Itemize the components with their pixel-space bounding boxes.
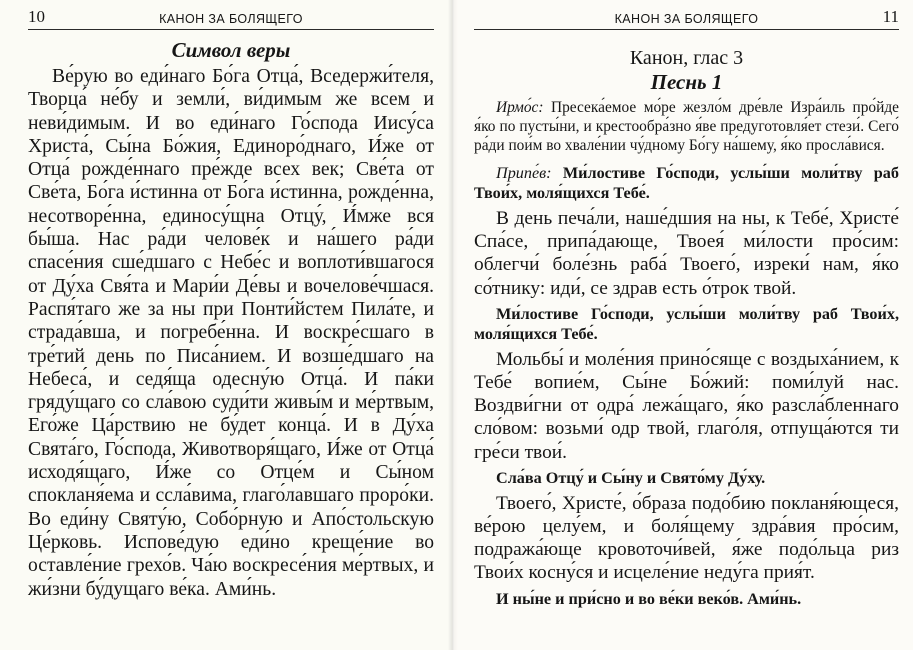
ode-title: Песнь 1 [650, 70, 723, 94]
creed-text: Ве́рую во еди́наго Бо́га Отца́, Вседержи́теля, Творца́ не́бу и земли́, ви́димым же всем и неви́димым. И во еди́наго Го́спода Иису́са Христа́, Сы́на Бо́жия, Единоро́днаго, И́же от Отца́ рожде́ннаго пре́жде всех век; Све́та от Све́та, Бо́га и́стинна от Бо́га и́стинна, рожде́нна, несотворе́нна, единосу́щна Отцу́, И́мже вся бы́ша. Нас ра́ди челове́к и на́шего ра́ди спасе́ния сше́дшаго с Небе́с и воплоти́вшагося от Ду́ха Свя́та и Мари́и Де́вы и вочелове́чшася. Распя́таго же за ны при Понти́йстем Пила́те, и страда́вша, и погребе́нна. И воскре́сшаго в тре́тий день по Писа́нием. И возше́дшаго на Небеса́, и седя́ща одесну́ю Отца́. И па́ки гряду́щаго со сла́вою суди́ти живы́м и ме́ртвым, Его́же Ца́рствию не бу́дет конца́. И в Ду́ха Свята́го, Го́спода, Животворя́щаго, И́же от Отца́ исходя́щаго, И́же со Отце́м и Сы́ном спокланя́ема и ссла́вима, глаго́лавшаго проро́ки. Во еди́ну Святу́ю, Собо́рную и Апо́стольскую Це́рковь. Испове́дую еди́но креще́ние во оставле́ние грехо́в. Ча́ю воскресе́ния ме́ртвых, и жи́зни бу́дущаго ве́ка. Ами́нь. [28, 66, 434, 600]
canon-title: Канон, глас 3 [629, 47, 744, 69]
book-spine-shadow [448, 0, 458, 650]
refrain-label: Припе́в: [496, 164, 552, 182]
irmos-text: Пресека́емое мо́ре жезло́м дре́вле Изра́иль про́йде я́ко по пусты́ни, и крестообра́зно я́ве предуготовля́ет стези́. Сего́ ра́ди пои́м во хвале́нии чу́дному Бо́гу на́шему, я́ко просла́вися. [474, 99, 899, 154]
refrain [474, 163, 899, 203]
left-running-head-title: КАНОН ЗА БОЛЯЩЕГО [159, 12, 303, 26]
glory-verse: Сла́ва Отцу́ и Сы́ну и Свято́му Ду́ху. [496, 468, 766, 487]
theotokion: Твоего́, Христе́, о́браза подо́бию покланя́ющеся, ве́рою целу́ем, и боля́щему здра́вия про́сим, подража́юще кровоточи́вей, я́же подо́льца риз Твои́х косну́ся и исцеле́ние неду́га прия́т. [474, 492, 899, 584]
creed-title: Символ веры [171, 38, 291, 62]
right-page-number: 11 [882, 7, 899, 26]
right-running-head [474, 0, 899, 30]
left-running-head [28, 0, 434, 30]
right-page [452, 0, 913, 650]
left-page-number: 10 [28, 7, 45, 26]
right-running-head-title: КАНОН ЗА БОЛЯЩЕГО [614, 12, 759, 26]
irmos-label: Ирмо́с: [496, 99, 544, 116]
irmos [474, 98, 899, 155]
left-page [0, 0, 452, 650]
now-and-ever-verse: И ны́не и при́сно и во ве́ки веко́в. Ами́нь. [496, 589, 802, 608]
refrain-2: Ми́лостиве Го́споди, услы́ши моли́тву раб Твои́х, моля́щихся Тебе́. [474, 304, 899, 343]
refrain-text: Ми́лостиве Го́споди, услы́ши моли́тву раб Твои́х, моля́щихся Тебе́. [474, 164, 899, 202]
troparion-2: Мольбы́ и моле́ния прино́сяще с воздыха́нием, к Тебе́ вопие́м, Сы́не Бо́жий: поми́луй нас. Воздви́гни от одра́ лежа́щаго, я́ко разсла́бленнаго сло́вом: возьми́ одр твой, глаго́ля, отпуща́ются ти гре́си твои́. [474, 348, 899, 463]
troparion-1: В день печа́ли, наше́дшия на ны, к Тебе́, Христе́ Спа́се, припа́дающе, Твоея́ ми́лости про́сим: облегчи́ боле́знь раба́ Твоего́, изреки́ нам, я́ко со́тнику: иди́, се здрав есть о́трок твой. [474, 208, 899, 299]
